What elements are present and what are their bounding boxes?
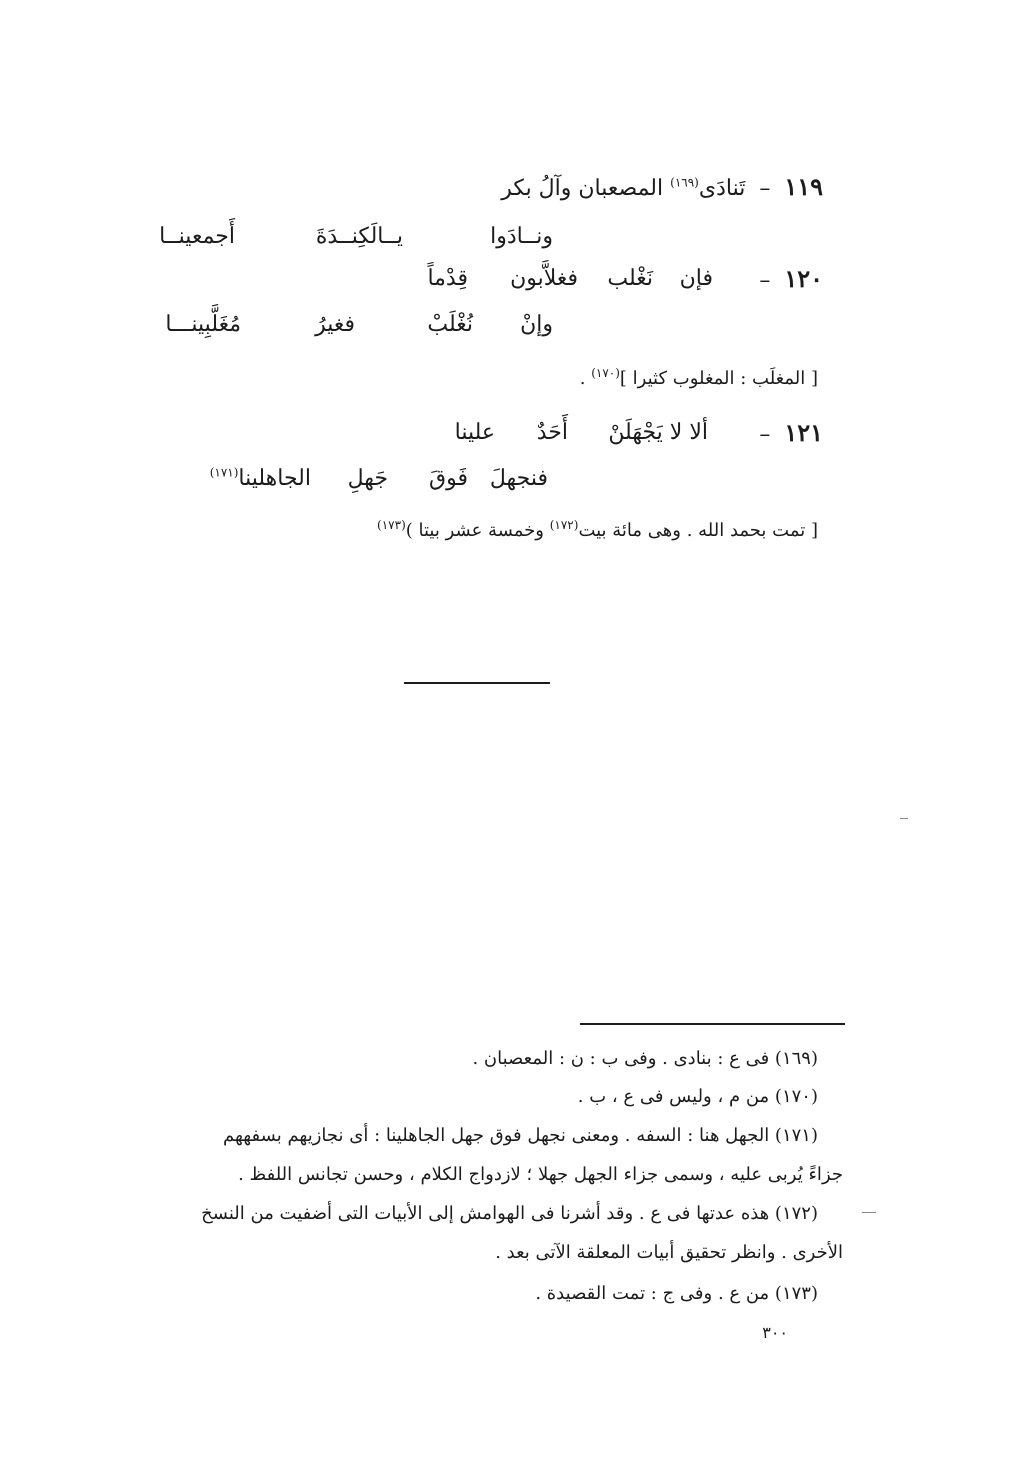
verse-word: فغلاَّبون xyxy=(510,266,578,291)
verse-121-w1 xyxy=(608,418,708,448)
verse-121-w3 xyxy=(455,418,495,448)
closing-note xyxy=(377,518,818,544)
verse-word: الجاهلينا xyxy=(238,466,311,491)
verse-word: نَغْلب xyxy=(607,266,653,291)
footnote-text: (١٦٩) فى ع : بنادى . وفى ب : ن : المعصبان . xyxy=(472,1048,818,1069)
footnote-171-line2 xyxy=(238,1162,843,1188)
verse-120-w2 xyxy=(607,264,653,294)
verse-word: قِدْماً xyxy=(427,266,468,291)
footnote-170 xyxy=(578,1084,818,1110)
scan-speck xyxy=(900,818,908,819)
footnote-ref: (١٦٩) xyxy=(670,175,699,190)
verse-word: مُغَلَّبِينـــا xyxy=(165,312,241,337)
closing-text: وخمسة عشر بيتا ) xyxy=(405,520,544,541)
verse-word: نُغْلَبْ xyxy=(427,312,473,337)
verse-dash: – xyxy=(759,176,771,201)
bracket-note-170 xyxy=(580,366,818,392)
footnote-172-line1 xyxy=(201,1201,818,1227)
page-number xyxy=(762,1320,788,1346)
footnote-text: جزاءً يُربى عليه ، وسمى جزاء الجهل جهلا ؛ لازدواج الكلام ، وحسن تجانس اللفظ . xyxy=(238,1164,843,1185)
footnote-173 xyxy=(535,1281,818,1307)
verse-120-second-w4 xyxy=(165,310,241,340)
verse-121-first xyxy=(745,418,823,450)
verse-120-w3 xyxy=(510,264,578,294)
scan-speck xyxy=(862,1212,876,1213)
verse-word: أَجمعينــا xyxy=(159,224,235,249)
verse-121-second-w4 xyxy=(210,464,311,494)
verse-121-w2 xyxy=(537,418,568,448)
verse-word: فَوقَ xyxy=(429,466,468,491)
page-number-text: ٣٠٠ xyxy=(762,1323,788,1342)
verse-number: ١٢١ xyxy=(784,418,823,447)
footnote-171-line1 xyxy=(223,1123,818,1149)
verse-text: المصعبان وآلُ بكر xyxy=(501,176,664,201)
verse-119-second-w3 xyxy=(159,222,235,252)
verse-120-first xyxy=(745,264,823,296)
verse-dash: – xyxy=(759,268,771,293)
footnote-169 xyxy=(472,1046,818,1072)
verse-dash: – xyxy=(759,422,771,447)
verse-word: فغيرُ xyxy=(315,312,355,337)
verse-word: فنجهلَ xyxy=(489,466,548,491)
footnote-172-line2 xyxy=(495,1240,843,1266)
closing-text: [ تمت بحمد الله . وهى مائة بيت xyxy=(578,520,818,541)
verse-120-w4 xyxy=(427,264,468,294)
verse-word: تَنادَى xyxy=(698,176,746,201)
footnote-text: الأخرى . وانظر تحقيق أبيات المعلقة الآتى بعد . xyxy=(495,1242,843,1263)
note-end: . xyxy=(579,368,586,389)
note-text: [ المغلَب : المغلوب كثيرا ] xyxy=(619,368,818,389)
verse-119-second-w2 xyxy=(316,222,403,252)
footnote-ref: (١٧٢) xyxy=(549,518,579,532)
section-divider xyxy=(404,682,550,684)
verse-word: وإنْ xyxy=(520,312,553,337)
verse-word: أَحَدٌ xyxy=(536,420,568,445)
verse-119-second xyxy=(490,222,553,252)
footnote-rule xyxy=(580,1023,845,1025)
verse-120-second-w2 xyxy=(427,310,473,340)
verse-word: يــالَكِنــدَةَ xyxy=(315,224,403,249)
footnote-text: (١٧١) الجهل هنا : السفه . ومعنى نجهل فوق جهل الجاهلينا : أى نجازيهم بسفههم xyxy=(222,1125,818,1146)
verse-word: فإن xyxy=(679,266,713,291)
verse-120-second-w1 xyxy=(520,310,553,340)
footnote-text: (١٧٠) من م ، وليس فى ع ، ب . xyxy=(577,1086,818,1107)
verse-121-second-w3 xyxy=(348,464,388,494)
verse-word: ونــادَوا xyxy=(490,224,553,249)
verse-121-second-w2 xyxy=(429,464,468,494)
footnote-ref: (١٧١) xyxy=(209,465,239,480)
verse-120-w1 xyxy=(680,264,713,294)
footnote-text: (١٧٣) من ع . وفى ج : تمت القصيدة . xyxy=(535,1283,818,1304)
verse-121-second-w1 xyxy=(490,464,548,494)
verse-number: ١٢٠ xyxy=(784,264,823,293)
footnote-ref: (١٧٠) xyxy=(591,366,620,380)
verse-word: ألا لا يَجْهَلَنْ xyxy=(608,420,708,445)
verse-119-first xyxy=(501,172,823,204)
footnote-text: (١٧٢) هذه عدتها فى ع . وقد أشرنا فى الهوامش إلى الأبيات التى أضفيت من النسخ xyxy=(201,1203,818,1224)
verse-word: علينا xyxy=(454,420,495,445)
verse-number: ١١٩ xyxy=(784,172,823,201)
footnote-ref: (١٧٣) xyxy=(377,518,406,532)
verse-120-second-w3 xyxy=(315,310,355,340)
verse-word: جَهلِ xyxy=(347,466,388,491)
